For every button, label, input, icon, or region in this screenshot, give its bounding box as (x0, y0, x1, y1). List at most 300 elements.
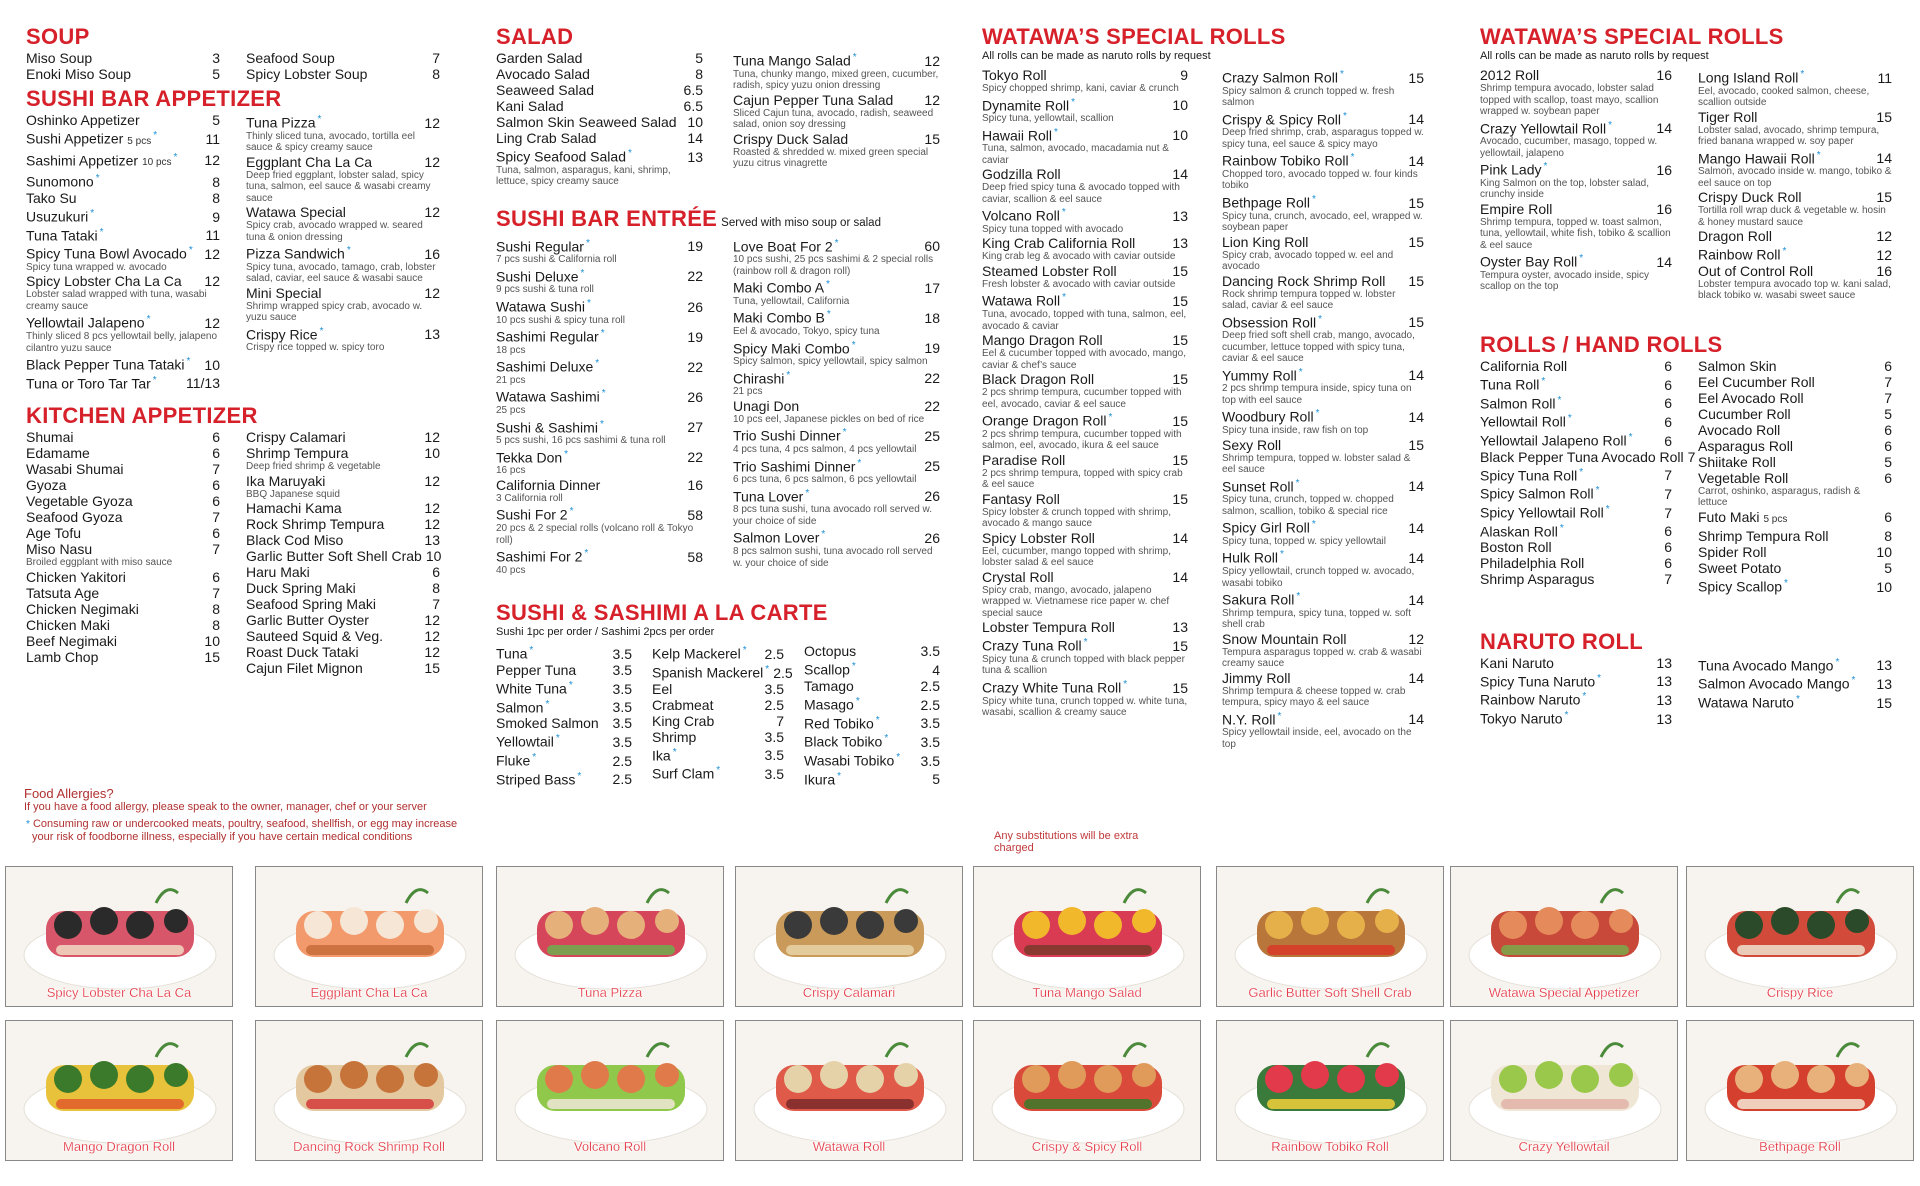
item-price: 12 (424, 429, 440, 446)
item-name: Cucumber Roll (1698, 405, 1791, 422)
item-name: Spicy Seafood Salad (496, 148, 626, 165)
column-2 (496, 24, 940, 787)
dish-caption: Watawa Roll (812, 1139, 886, 1154)
item-price: 6 (432, 564, 440, 581)
item-name: King Crab California Roll (982, 235, 1136, 252)
dish-caption: Watawa Special Appetizer (1488, 985, 1640, 1000)
allergy-line-1: If you have a food allergy, please speak to the owner, manager, chef or your server (24, 801, 427, 813)
item-price: 12 (1876, 246, 1892, 263)
item-description: Tuna, yellowtail, California (733, 295, 850, 307)
item-name: Salmon Skin (1698, 357, 1777, 374)
item-price: 6 (212, 429, 220, 446)
item-name: Ling Crab Salad (496, 130, 597, 146)
dish-photo (735, 866, 963, 1007)
item-name: Tekka Don (496, 449, 563, 466)
item-name: Spicy Lobster Soup (246, 66, 368, 82)
menu-item (26, 354, 220, 373)
raw-warning-star-icon: * (857, 457, 862, 469)
item-price: 15 (204, 648, 220, 665)
item-price: 13 (424, 532, 440, 549)
item-price: 15 (1172, 262, 1188, 279)
item-name: Kelp Mackerel (652, 645, 741, 662)
item-name: Ika (652, 747, 671, 764)
menu-item (246, 204, 440, 243)
item-name: Rainbow Naruto (1480, 691, 1581, 708)
item-price: 17 (924, 279, 940, 296)
menu-item (1698, 470, 1892, 509)
menu-item (1222, 273, 1424, 312)
item-description: Shrimp tempura, topped w. lobster salad & eel sauce (1222, 452, 1411, 476)
item-price: 7 (432, 50, 440, 66)
menu-item (26, 50, 220, 66)
item-price: 5 (212, 66, 220, 82)
item-price: 13 (1656, 710, 1672, 727)
item-name: Crispy Duck Roll (1698, 189, 1802, 206)
item-name: Mango Dragon Roll (982, 332, 1103, 349)
item-name: White Tuna (496, 680, 567, 697)
item-name: Hawaii Roll (982, 127, 1053, 144)
item-description: 6 pcs tuna, 6 pcs salmon, 6 pcs yellowtail (733, 474, 917, 486)
item-price: 16 (424, 245, 440, 262)
menu-item (1698, 406, 1892, 422)
menu-item (496, 731, 632, 750)
item-name: Watawa Sushi (496, 298, 585, 315)
item-name: Octopus (804, 643, 857, 660)
menu-item (1222, 476, 1424, 518)
item-name: Spider Roll (1698, 543, 1767, 560)
item-description: 3 California roll (496, 492, 563, 504)
dish-photo (1216, 866, 1444, 1007)
item-price: 2.5 (612, 771, 632, 788)
item-name: Maki Combo B (733, 310, 825, 327)
menu-item (804, 769, 940, 788)
item-name: Orange Dragon Roll (982, 412, 1107, 429)
item-price: 2.5 (920, 696, 940, 713)
raw-warning-star-icon: * (821, 529, 826, 541)
menu-item (246, 154, 440, 205)
item-price: 16 (1656, 161, 1672, 178)
item-description: 18 pcs (496, 344, 526, 356)
menu-item (804, 678, 940, 694)
item-name: Beef Negimaki (26, 632, 118, 649)
item-price: 5 (1884, 453, 1892, 470)
raw-warning-star-icon: * (188, 245, 193, 257)
menu-item (246, 532, 440, 548)
menu-item (804, 731, 940, 750)
item-name: Oyster Bay Roll (1480, 253, 1578, 270)
menu-item (652, 643, 784, 662)
item-description: Spicy crab, mango, avocado, jalapeno wrapped w. Vietnamese rice paper w. chef special sauce (982, 584, 1170, 619)
item-price: 7 (212, 509, 220, 526)
menu-item (1222, 670, 1424, 709)
menu-item (246, 445, 440, 473)
item-price: 12 (1876, 228, 1892, 245)
item-name: Pepper Tuna (496, 661, 577, 678)
item-name: Smoked Salmon (496, 715, 599, 732)
raw-warning-star-icon: * (1311, 519, 1316, 531)
item-price: 15 (1172, 371, 1188, 388)
raw-warning-star-icon: * (1277, 710, 1282, 722)
naruto-list-left (1480, 655, 1672, 727)
raw-warning-star-icon: * (1582, 691, 1587, 703)
raw-warning-star-icon: * (672, 746, 677, 758)
item-name: Tokyo Naruto (1480, 710, 1563, 727)
item-name: Crystal Roll (982, 568, 1054, 585)
item-price: 8 (212, 616, 220, 633)
item-description: 21 pcs (496, 374, 526, 386)
item-name: Chirashi (733, 370, 785, 387)
raw-warning-star-icon: * (317, 114, 322, 125)
menu-item (1480, 502, 1672, 521)
item-price: 12 (424, 472, 440, 489)
item-price: 13 (1172, 619, 1188, 636)
item-name: 2012 Roll (1480, 67, 1540, 83)
item-name: Spicy Salmon Roll (1480, 485, 1594, 502)
menu-item (26, 601, 220, 617)
item-price: 18 (924, 310, 940, 327)
item-price: 6 (1884, 357, 1892, 374)
item-price: 26 (924, 488, 940, 505)
item-description: Tuna, salmon, avocado, macadamia nut & caviar (982, 143, 1169, 166)
item-price: 13 (1172, 235, 1188, 252)
item-price: 12 (204, 315, 220, 332)
item-name: Sushi & Sashimi (496, 419, 598, 436)
menu-item (246, 429, 440, 445)
item-name: Cajun Filet Mignon (246, 660, 363, 677)
item-description: 2 pcs shrimp tempura, topped with spicy crab & eel sauce (982, 467, 1183, 491)
menu-item (1222, 150, 1424, 192)
dish-caption: Bethpage Roll (1759, 1139, 1841, 1154)
raw-warning-star-icon: * (1597, 672, 1602, 684)
item-price: 6 (1884, 469, 1892, 486)
item-name: Garlic Butter Soft Shell Crab (246, 548, 422, 565)
dish-caption: Crispy Calamari (802, 985, 896, 1000)
raw-warning-star-icon: * (1280, 549, 1284, 561)
item-description: Spicy tuna, crunch, topped w. chopped salmon, scallion, tobiko & special rice (1222, 494, 1394, 517)
menu-item (246, 243, 440, 285)
special-rolls-list-left (982, 67, 1188, 719)
dish-photo (973, 866, 1201, 1007)
item-price: 14 (687, 130, 703, 146)
menu-item (1698, 692, 1892, 711)
item-description: Spicy lobster & crunch topped with shrimp, avocado & mango sauce (982, 506, 1171, 530)
raw-warning-star-icon: * (99, 226, 104, 238)
item-price: 10 (1876, 543, 1892, 560)
menu-item (246, 548, 440, 564)
item-price: 3.5 (612, 680, 632, 697)
item-price: 60 (924, 238, 940, 255)
item-name: Sashimi For 2 (496, 548, 583, 565)
raw-warning-star-icon: * (1071, 96, 1076, 108)
raw-warning-star-icon: * (742, 645, 747, 657)
soup-list-right (246, 50, 440, 82)
raw-warning-star-icon: * (1835, 656, 1840, 668)
item-price: 14 (1408, 111, 1424, 128)
item-price: 13 (687, 148, 703, 165)
item-price: 25 (924, 458, 940, 475)
menu-item (1480, 374, 1672, 393)
menu-item (26, 429, 220, 445)
menu-item (733, 92, 940, 131)
menu-item (246, 50, 440, 66)
item-price: 14 (1408, 409, 1424, 426)
item-description: Spicy chopped shrimp, kani, caviar & crunch (982, 83, 1179, 94)
item-name: Tuna Tataki (26, 227, 98, 244)
raw-warning-star-icon: * (595, 358, 600, 370)
menu-item (246, 112, 440, 154)
section-sushi-entree (496, 206, 940, 577)
dish-photo (496, 1020, 724, 1161)
sushi-appetizer-list-left (26, 112, 220, 391)
item-description: Spicy tuna, topped w. spicy yellowtail (1222, 535, 1386, 547)
item-name: Hulk Roll (1222, 550, 1279, 567)
item-price: 6 (212, 525, 220, 542)
item-price: 3.5 (764, 747, 784, 764)
item-name: Yellowtail Roll (1480, 413, 1566, 430)
item-price: 14 (1408, 152, 1424, 169)
item-price: 26 (687, 298, 703, 315)
menu-item (1480, 539, 1672, 555)
item-name: Crazy White Tuna Roll (982, 679, 1122, 696)
menu-item (1698, 655, 1892, 674)
item-price: 10 (1172, 97, 1188, 114)
menu-item (246, 644, 440, 660)
naruto-list-right (1698, 655, 1892, 711)
allergy-line-3: your risk of foodborne illness, especially if you have certain medical conditions (32, 831, 413, 843)
item-price: 9 (1180, 67, 1188, 83)
menu-item (804, 750, 940, 769)
item-name: Black Pepper Tuna Avocado Roll (1480, 448, 1684, 465)
item-price: 15 (1172, 412, 1188, 429)
item-price: 19 (687, 238, 703, 255)
item-price: 2.5 (764, 645, 784, 662)
menu-item (733, 50, 940, 92)
item-name: Sunset Roll (1222, 478, 1294, 495)
item-name: Alaskan Roll (1480, 523, 1558, 540)
menu-item (733, 277, 940, 307)
menu-item (496, 66, 703, 82)
menu-item (1698, 228, 1892, 244)
item-price: 11/13 (186, 375, 220, 392)
item-price: 8 (212, 173, 220, 190)
menu-item (26, 445, 220, 461)
item-price: 58 (687, 507, 703, 524)
item-price: 13 (1876, 675, 1892, 692)
item-name: Seafood Spring Maki (246, 596, 376, 613)
menu-item (26, 171, 220, 190)
item-description: Avocado, cucumber, masago, topped w. yellowtail, jalapeno (1480, 136, 1658, 159)
item-name: Philadelphia Roll (1480, 555, 1585, 572)
item-description: Eel & avocado, Tokyo, spicy tuna (733, 326, 880, 338)
item-price: 15 (1172, 332, 1188, 349)
raw-warning-star-icon: * (884, 733, 889, 745)
item-price: 2.5 (920, 677, 940, 694)
raw-warning-star-icon: * (529, 645, 534, 657)
allergy-star: * (26, 819, 30, 830)
menu-item (1698, 390, 1892, 406)
hand-rolls-list-left (1480, 357, 1696, 588)
item-name: Rainbow Roll (1698, 246, 1781, 263)
raw-warning-star-icon: * (1298, 366, 1303, 378)
menu-item (26, 493, 220, 509)
item-price: 12 (424, 628, 440, 645)
item-name: Black Dragon Roll (982, 371, 1095, 388)
item-name: Sushi Appetizer (26, 130, 124, 147)
item-name: Hamachi Kama (246, 500, 342, 517)
item-name: Chicken Yakitori (26, 568, 126, 585)
menu-item (1222, 192, 1424, 234)
item-name: Watawa Naruto (1698, 694, 1794, 711)
item-price: 14 (1408, 367, 1424, 384)
raw-warning-star-icon: * (1608, 119, 1612, 131)
item-name: Sashimi Appetizer (26, 152, 139, 169)
menu-item (1480, 465, 1672, 484)
menu-item (652, 729, 784, 745)
menu-item (982, 677, 1188, 719)
item-description: 8 pcs tuna sushi, tuna avocado roll served w. your choice of side (733, 504, 933, 527)
raw-warning-star-icon: * (1782, 246, 1787, 258)
raw-warning-star-icon: * (805, 487, 810, 499)
item-description: Lobster tempura avocado top w. kani salad, black tobiko w. wasabi sweet sauce (1698, 278, 1891, 302)
item-price: 6 (1884, 508, 1892, 525)
item-portion: 10 pcs (142, 157, 172, 169)
menu-item (1698, 422, 1892, 438)
item-name: Cajun Pepper Tuna Salad (733, 91, 894, 108)
menu-item (1698, 263, 1892, 302)
item-price: 15 (1172, 637, 1188, 654)
menu-item (26, 273, 220, 312)
item-name: Salmon Avocado Mango (1698, 675, 1850, 692)
item-description: Salmon, avocado inside w. mango, tobiko & eel sauce on top (1698, 166, 1892, 189)
item-price: 3.5 (920, 643, 940, 660)
section-hand-rolls (1480, 332, 1892, 595)
menu-item (982, 371, 1188, 410)
menu-item (982, 635, 1188, 677)
item-price: 3.5 (612, 645, 632, 662)
raw-warning-star-icon: * (1795, 693, 1800, 705)
item-price: 14 (1408, 591, 1424, 608)
dish-caption: Spicy Lobster Cha La Ca (46, 985, 192, 1000)
menu-item (804, 643, 940, 659)
raw-warning-star-icon: * (90, 207, 95, 219)
item-name: Love Boat For 2 (733, 238, 833, 255)
item-name: Wasabi Shumai (26, 461, 124, 478)
menu-item (1480, 358, 1672, 374)
menu-item (1698, 67, 1892, 109)
item-price: 7 (1664, 467, 1672, 484)
item-price: 12 (924, 52, 940, 69)
item-price: 15 (1172, 679, 1188, 696)
item-description: Eel, avocado, cooked salmon, cheese, scallion outside (1698, 85, 1870, 109)
special-rolls-2-list-right (1698, 67, 1892, 302)
menu-item (496, 678, 632, 697)
item-description: Carrot, oshinko, asparagus, radish & lettuce (1698, 485, 1861, 509)
item-price: 3.5 (764, 728, 784, 745)
menu-item (1480, 671, 1672, 690)
menu-item (804, 713, 940, 732)
item-name: Crazy Tuna Roll (982, 637, 1082, 654)
item-name: Miso Soup (26, 50, 93, 66)
menu-item (1222, 406, 1424, 436)
item-description: 40 pcs (496, 564, 526, 576)
item-description: Crispy rice topped w. spicy toro (246, 342, 385, 354)
menu-item (496, 504, 703, 546)
item-description: 20 pcs & 2 special rolls (volcano roll & Tokyo roll) (496, 523, 694, 546)
item-description: Lobster salad wrapped with tuna, wasabi creamy sauce (26, 289, 207, 312)
item-price: 6.5 (683, 82, 703, 98)
item-name: Dynamite Roll (982, 97, 1070, 114)
raw-warning-star-icon: * (1123, 678, 1128, 690)
item-name: Bethpage Roll (1222, 194, 1310, 211)
item-price: 3.5 (920, 715, 940, 732)
menu-item (26, 373, 220, 392)
item-price: 7 (212, 541, 220, 558)
menu-item (982, 95, 1188, 125)
item-name: Oshinko Appetizer (26, 112, 140, 128)
menu-item (26, 541, 220, 569)
item-name: Avocado Salad (496, 66, 590, 82)
item-price: 6 (212, 477, 220, 494)
item-name: Crazy Yellowtail Roll (1480, 120, 1607, 137)
raw-warning-star-icon: * (1054, 126, 1058, 138)
raw-warning-star-icon: * (577, 770, 582, 782)
item-price: 3.5 (764, 765, 784, 782)
menu-item (733, 425, 940, 455)
item-name: Vegetable Gyoza (26, 493, 133, 510)
item-name: Trio Sashimi Dinner (733, 458, 856, 475)
item-price: 10 (204, 632, 220, 649)
item-name: Sushi Deluxe (496, 268, 579, 285)
salad-title: SALAD (496, 24, 574, 49)
menu-item (1222, 547, 1424, 589)
menu-item (652, 763, 784, 782)
raw-warning-star-icon: * (716, 765, 721, 777)
item-name: Shiitake Roll (1698, 453, 1776, 470)
item-name: Shrimp (652, 728, 697, 745)
item-name: Crispy & Spicy Roll (1222, 111, 1342, 128)
item-name: Yellowtail Jalapeno Roll (1480, 432, 1627, 449)
item-name: Futo Maki (1698, 508, 1760, 525)
item-price: 26 (924, 530, 940, 547)
raw-warning-star-icon: * (153, 130, 158, 141)
dish-caption: Crispy & Spicy Roll (1031, 1139, 1143, 1154)
item-name: Dragon Roll (1698, 228, 1772, 245)
menu-item (1480, 251, 1672, 293)
item-name: Edamame (26, 445, 90, 462)
item-price: 22 (687, 268, 703, 285)
special-rolls-2-list-left (1480, 67, 1672, 293)
item-name: Red Tobiko (804, 715, 874, 732)
menu-item (496, 643, 632, 662)
item-price: 12 (1408, 630, 1424, 647)
item-name: Seafood Soup (246, 50, 335, 66)
item-name: Eel Avocado Roll (1698, 389, 1804, 406)
raw-warning-star-icon: * (173, 151, 178, 163)
section-sushi-appetizer (26, 86, 440, 391)
item-price: 7 (1664, 504, 1672, 521)
item-name: Masago (804, 696, 854, 713)
item-description: 2 pcs shrimp tempura inside, spicy tuna on top with eel sauce (1222, 383, 1412, 406)
dish-caption: Eggplant Cha La Ca (310, 985, 428, 1000)
item-name: Rock Shrimp Tempura (246, 516, 385, 533)
item-name: Sexy Roll (1222, 436, 1282, 453)
item-price: 10 (1172, 127, 1188, 144)
item-price: 13 (1656, 654, 1672, 671)
raw-warning-star-icon: * (545, 698, 550, 710)
item-description: Thinly sliced tuna, avocado, tortilla eel sauce & spicy creamy sauce (246, 130, 415, 154)
menu-item (496, 326, 703, 356)
item-name: California Dinner (496, 476, 601, 493)
